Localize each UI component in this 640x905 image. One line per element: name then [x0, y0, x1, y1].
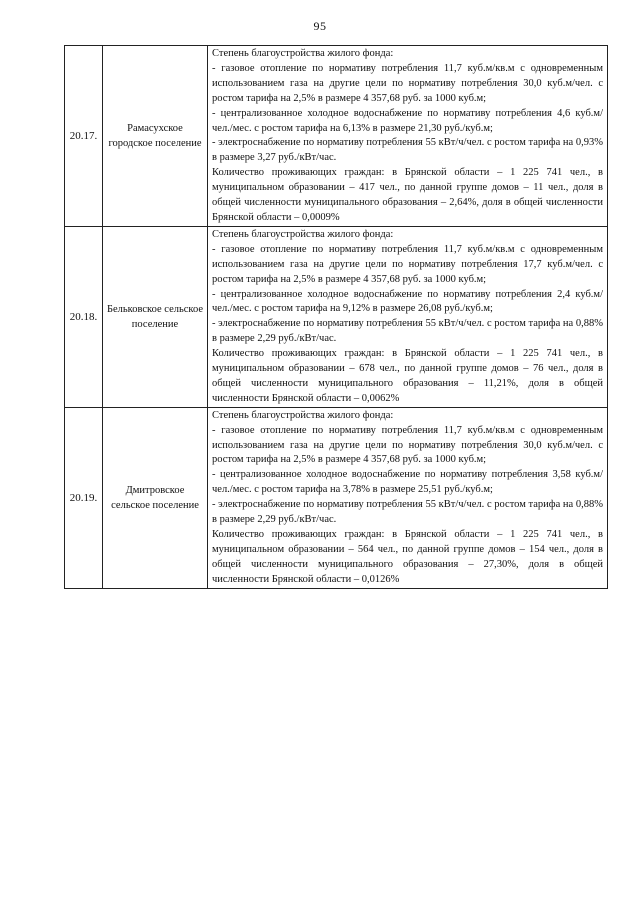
desc-water: - централизованное холодное водоснабжение по нормативу потребления 2,4 куб.м/чел./мес. с ростом тарифа на 9,12% в размере 26,08 руб./куб.м; — [212, 288, 603, 315]
row-number: 20.18. — [65, 226, 103, 407]
row-description — [208, 226, 608, 407]
desc-electricity: - электроснабжение по нормативу потребления 55 кВт/ч/чел. с ростом тарифа на 0,93% в размере 3,27 руб./кВт/час. — [212, 137, 603, 164]
settlements-table — [64, 45, 608, 589]
desc-electricity: - электроснабжение по нормативу потребления 55 кВт/ч/чел. с ростом тарифа на 0,88% в размере 2,29 руб./кВт/час. — [212, 318, 603, 345]
row-description — [208, 407, 608, 588]
row-number: 20.17. — [65, 46, 103, 227]
table-row — [65, 407, 608, 588]
row-description — [208, 46, 608, 227]
desc-heading: Степень благоустройства жилого фонда: — [212, 48, 394, 59]
row-number: 20.19. — [65, 407, 103, 588]
desc-electricity: - электроснабжение по нормативу потребления 55 кВт/ч/чел. с ростом тарифа на 0,88% в размере 2,29 руб./кВт/час. — [212, 499, 603, 526]
desc-water: - централизованное холодное водоснабжение по нормативу потребления 4,6 куб.м/чел./мес. с ростом тарифа на 6,13% в размере 21,30 руб./куб.м; — [212, 107, 603, 134]
desc-population: Количество проживающих граждан: в Брянской области – 1 225 741 чел., в муниципальном образовании – 417 чел., по данной группе домов – 11 чел., доля в общей численности муниципального образования – 2,64%, доля в общей численности Брянской области – 0,0009% — [212, 167, 603, 223]
table-row — [65, 46, 608, 227]
desc-gas: - газовое отопление по нормативу потребления 11,7 куб.м/кв.м с одновременным использованием газа на другие цели по нормативу потребления 30,0 куб.м/чел. с ростом тарифа на 2,5% в размере 4 357,68 руб. за 1000 куб.м; — [212, 424, 603, 466]
desc-population: Количество проживающих граждан: в Брянской области – 1 225 741 чел., в муниципальном образовании – 678 чел., по данной группе домов – 76 чел., доля в общей численности муниципального образования – 11,21%, доля в общей численности Брянской области – 0,0062% — [212, 348, 603, 404]
desc-gas: - газовое отопление по нормативу потребления 11,7 куб.м/кв.м с одновременным использованием газа на другие цели по нормативу потребления 30,0 куб.м/чел. с ростом тарифа на 2,5% в размере 4 357,68 руб. за 1000 куб.м; — [212, 62, 603, 104]
settlement-name: Дмитровское сельское поселение — [103, 407, 208, 588]
settlement-name: Рамасухское городское поселение — [103, 46, 208, 227]
desc-heading: Степень благоустройства жилого фонда: — [212, 409, 394, 421]
desc-gas: - газовое отопление по нормативу потребления 11,7 куб.м/кв.м с одновременным использованием газа на другие цели по нормативу потребления 17,7 куб.м/чел. с ростом тарифа на 2,5% в размере 4 357,68 руб. за 1000 куб.м; — [212, 243, 603, 285]
desc-water: - централизованное холодное водоснабжение по нормативу потребления 3,58 куб.м/чел./мес. с ростом тарифа на 3,78% в размере 25,51 руб./куб.м; — [212, 469, 603, 496]
table-row — [65, 226, 608, 407]
desc-population: Количество проживающих граждан: в Брянской области – 1 225 741 чел., в муниципальном образовании – 564 чел., по данной группе домов – 154 чел., доля в общей численности муниципального образования – 27,30%, доля в общей численности Брянской области – 0,0126% — [212, 529, 603, 585]
settlement-name: Бельковское сельское поселение — [103, 226, 208, 407]
page-number: 95 — [313, 19, 327, 33]
desc-heading: Степень благоустройства жилого фонда: — [212, 228, 394, 240]
